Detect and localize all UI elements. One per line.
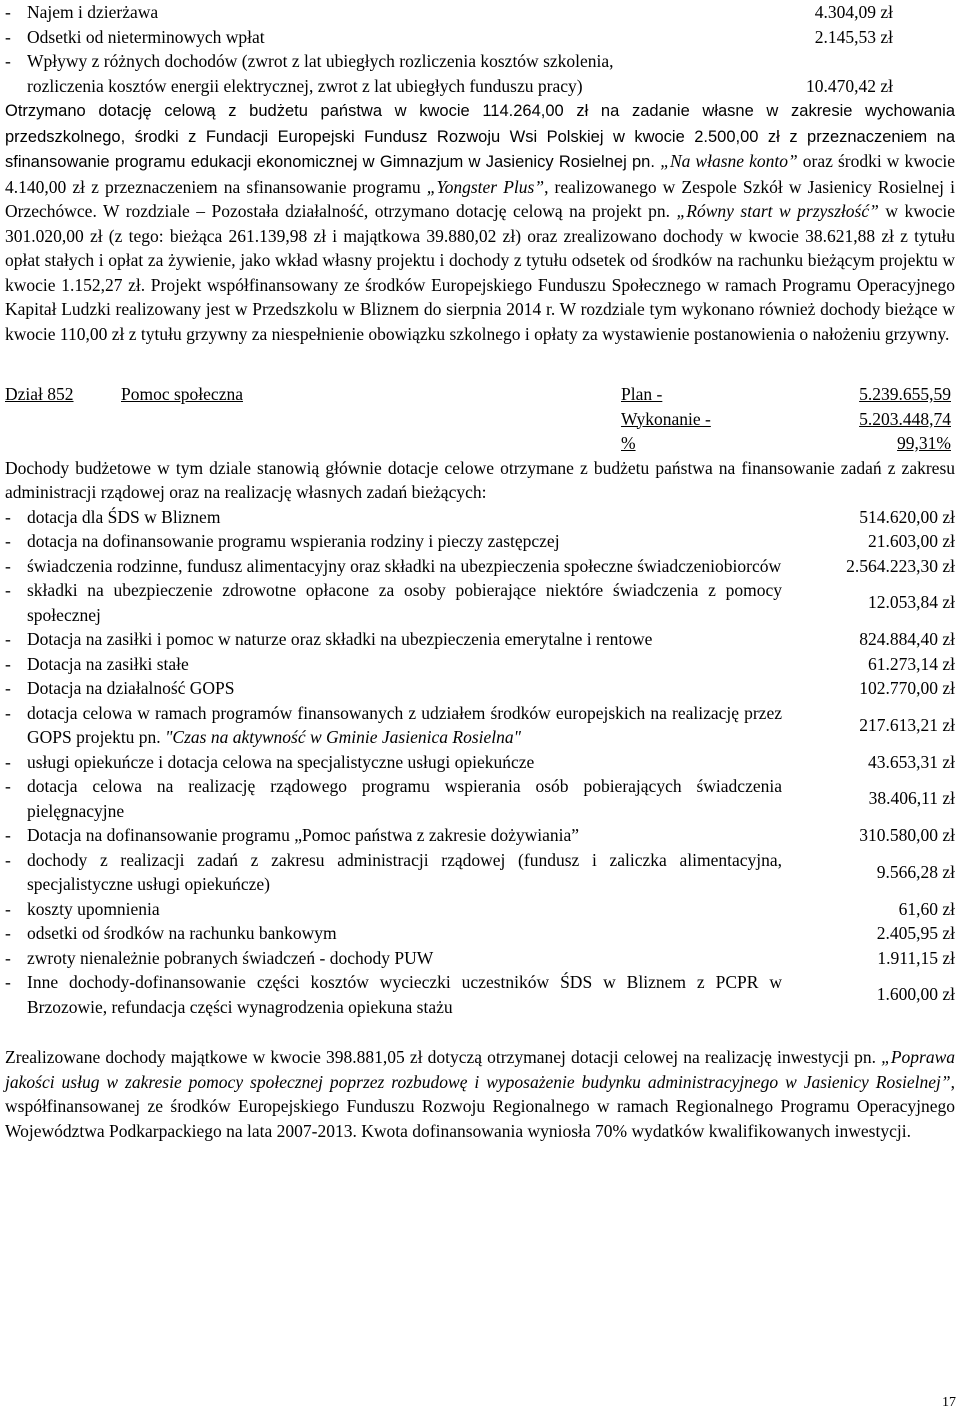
plan-label: Plan - — [621, 384, 663, 404]
list-dash: - — [5, 751, 11, 772]
para-text: W rozdziale – Pozostała działalność, otrzymano dotację celową na projekt pn. — [96, 201, 677, 221]
list-dash: - — [5, 923, 11, 943]
para-text: , realizowanego w Zespole Szkół w Jasienicy Rosielnej i Orzechówce. — [5, 176, 955, 221]
item-label: składki na ubezpieczenie zdrowotne opłacone za osoby pobierające niektóre świadczenia z pomocy społecznej — [27, 580, 782, 625]
item-label: zwroty nienależnie pobranych świadczeń - dochody PUW — [27, 947, 434, 968]
item-label: świadczenia rodzinne, fundusz alimentacyjny oraz składki na ubezpieczenia społeczne świadczeniobiorców — [27, 555, 782, 576]
item-amount: 43.653,31 zł — [867, 751, 955, 772]
page-number: 17 — [942, 1395, 956, 1410]
item-label: dotacja celowa na realizację rządowego programu wspierania osób pobierających świadczenia pielęgnacyjne — [27, 776, 782, 821]
item-amount: 38.406,11 zł — [868, 788, 955, 809]
list-item — [5, 25, 955, 50]
project-name: „Yongster Plus” — [426, 176, 545, 197]
list-item — [5, 848, 955, 897]
item-label: Dotacja na dofinansowanie programu „Pomoc państwa z zakresie dożywiania” — [27, 825, 580, 845]
item-amount: 2.145,53 zł — [814, 26, 893, 47]
list-item — [5, 970, 955, 1019]
list-dash: - — [5, 26, 11, 47]
list-dash: - — [5, 776, 11, 796]
list-item — [5, 578, 955, 627]
paragraph-education-income — [5, 98, 955, 346]
list-dash: - — [5, 825, 11, 845]
list-dash: - — [5, 972, 11, 992]
list-item — [5, 823, 955, 848]
percent-label: % — [621, 433, 636, 453]
section-number: Dział 852 — [5, 384, 74, 404]
item-label: Najem i dzierżawa — [27, 2, 159, 22]
list-item — [5, 676, 955, 701]
item-amount: 10.470,42 zł — [805, 75, 893, 96]
item-amount: 824.884,40 zł — [859, 629, 955, 649]
execution-value: 5.203.448,74 — [859, 408, 951, 429]
execution-label: Wykonanie - — [621, 408, 711, 429]
item-amount: 102.770,00 zł — [859, 678, 955, 698]
item-amount: 1.600,00 zł — [876, 984, 955, 1005]
list-dash: - — [5, 555, 11, 576]
list-dash: - — [5, 51, 11, 71]
item-amount: 61,60 zł — [898, 898, 955, 919]
list-dash: - — [5, 947, 11, 968]
list-dash: - — [5, 653, 11, 674]
section-intro: Dochody budżetowe w tym dziale stanowią głównie dotacje celowe otrzymane z budżetu państwa na finansowanie zadań z zakresu administracji rządowej oraz na realizację własnych zadań bieżących: — [5, 457, 955, 502]
para-text: Zrealizowane dochody majątkowe w kwocie 398.881,05 zł dotyczą otrzymanej dotacji celowej na realizację inwestycji pn. — [5, 1047, 882, 1067]
list-item — [5, 554, 955, 579]
plan-value: 5.239.655,59 — [859, 384, 951, 404]
item-amount: 9.566,28 zł — [876, 861, 955, 882]
item-amount: 217.613,21 zł — [859, 714, 955, 735]
para-text: , współfinansowanej ze środków Europejskiego Funduszu Rozwoju Regionalnego w ramach Regionalnego Programu Operacyjnego Województwa Podkarpackiego na lata 2007-2013. Kwota dofinansowania wyniosła 70% wydatków kwalifikowanych inwestycji. — [5, 1071, 955, 1141]
list-dash: - — [5, 898, 11, 919]
project-name: „Na własne konto” — [660, 151, 798, 171]
item-label: usługi opiekuńcze i dotacja celowa na specjalistyczne usługi opiekuńcze — [27, 751, 535, 772]
percent-value: 99,31% — [897, 433, 951, 453]
item-amount: 4.304,09 zł — [814, 2, 893, 22]
section-title: Pomoc społeczna — [121, 384, 243, 404]
project-name: „Równy start w przyszłość” — [676, 201, 879, 221]
list-dash: - — [5, 678, 11, 698]
list-dash: - — [5, 629, 11, 649]
item-label: Dotacja na działalność GOPS — [27, 678, 235, 698]
item-amount: 2.405,95 zł — [876, 923, 955, 943]
list-item — [5, 49, 955, 98]
item-amount: 12.053,84 zł — [867, 592, 955, 613]
list-dash: - — [5, 580, 11, 600]
income-list-top — [5, 0, 955, 98]
list-item — [5, 652, 955, 677]
item-label: Dotacja na zasiłki stałe — [27, 653, 189, 674]
item-label: dotacja dla ŚDS w Bliznem — [27, 506, 221, 527]
document-page — [5, 0, 955, 1143]
paragraph-investment — [5, 1045, 955, 1143]
item-amount: 514.620,00 zł — [859, 506, 955, 527]
project-name: „Poprawa jakości usług w zakresie pomocy społecznej poprzez rozbudowę i wyposażenie budynku administracyjnego w Jasienicy Rosielnej” — [5, 1047, 955, 1092]
list-item — [5, 897, 955, 922]
item-amount: 2.564.223,30 zł — [846, 555, 955, 576]
item-label: koszty upomnienia — [27, 898, 160, 919]
para-text: w kwocie 301.020,00 zł (z tego: bieżąca 261.139,98 zł i majątkowa 39.880,02 zł) oraz zrealizowano dochody w kwocie 38.621,88 zł z tytułu opłat stałych i opłat za żywienie, jako wkład własny projektu i dochody z tytułu odsetek od środków na rachunku bieżącym projektu w kwocie 1.152,27 zł. Projekt współfinansowany ze środków Europejskiego Funduszu Społecznego w ramach Programu Operacyjnego Kapitał Ludzki realizowany jest w Przedszkolu w Bliznem do sierpnia 2014 r. W rozdziale tym wykonano również dochody bieżące w kwocie 110,00 zł z tytułu grzywny za niespełnienie obowiązku szkolnego i opłaty za wystawienie postanowienia o nałożeniu grzywny. — [5, 201, 956, 344]
item-amount: 21.603,00 zł — [867, 531, 955, 551]
list-dash: - — [5, 531, 11, 551]
item-label: Dotacja na zasiłki i pomoc w naturze oraz składki na ubezpieczenia emerytalne i rentowe — [27, 629, 653, 649]
item-label: Odsetki od nieterminowych wpłat — [27, 26, 265, 47]
list-item — [5, 774, 955, 823]
item-label: Wpływy z różnych dochodów (zwrot z lat ubiegłych rozliczenia kosztów szkolenia, rozliczenia kosztów energii elektrycznej, zwrot z lat ubiegłych funduszu pracy) — [27, 51, 614, 96]
item-amount: 61.273,14 zł — [867, 653, 955, 674]
list-item — [5, 529, 955, 554]
para-text: Otrzymano dotację celową z budżetu państwa w kwocie 114.264,00 zł na zadanie własne w zakresie wychowania przedszkolnego, środki z Fundacji Europejski Fundusz Rozwoju Wsi Polskiej w kwocie 2.500,00 zł z przeznaczeniem na sfinansowanie programu edukacji ekonomicznej w Gimnazjum w Jasienicy Rosielnej pn. — [5, 102, 955, 171]
income-list-852 — [5, 505, 955, 1020]
item-label: Inne dochody-dofinansowanie części kosztów wycieczki uczestników ŚDS w Bliznem z PCPR w Brzozowie, refundacja części wynagrodzenia opiekuna stażu — [27, 972, 782, 1017]
section-header — [5, 382, 955, 456]
item-amount: 310.580,00 zł — [859, 825, 955, 845]
list-dash: - — [5, 849, 11, 870]
list-item — [5, 946, 955, 971]
list-item — [5, 505, 955, 530]
project-name: "Czas na aktywność w Gminie Jasienica Rosielna" — [165, 727, 521, 747]
list-item — [5, 750, 955, 775]
item-amount: 1.911,15 zł — [877, 947, 955, 968]
item-label: odsetki od środków na rachunku bankowym — [27, 923, 337, 943]
item-label: dotacja celowa w ramach programów finansowanych z udziałem środków europejskich na realizację przez GOPS projektu pn. — [27, 702, 782, 747]
list-dash: - — [5, 702, 11, 723]
list-item — [5, 0, 955, 25]
item-label: dotacja na dofinansowanie programu wspierania rodziny i pieczy zastępczej — [27, 531, 560, 551]
list-item — [5, 921, 955, 946]
para-text: oraz środki w kwocie 4.140,00 zł z przeznaczeniem na sfinansowanie programu — [5, 151, 955, 197]
list-item — [5, 701, 955, 750]
list-dash: - — [5, 2, 11, 22]
list-item — [5, 627, 955, 652]
list-dash: - — [5, 506, 11, 527]
item-label: dochody z realizacji zadań z zakresu administracji rządowej (fundusz i zaliczka alimentacyjna, specjalistyczne usługi opiekuńcze) — [27, 849, 782, 894]
